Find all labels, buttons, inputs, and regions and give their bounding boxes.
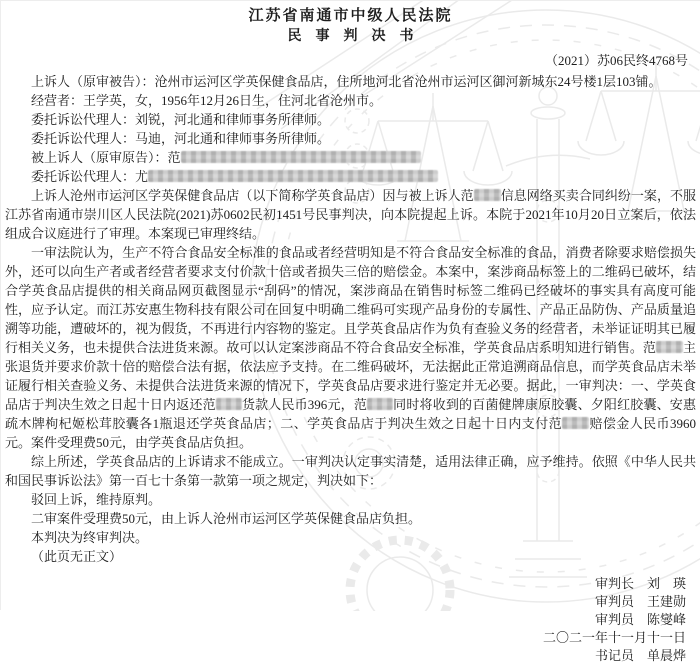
paragraph bbox=[5, 452, 696, 490]
text-run: 综上所述，学英食品店的上诉请求不能成立。一审判决认定事实清楚，适用法律正确，应予维持。依照《中华人民共和国民事诉讼法》第一百七十条第一款第一项之规定，判决如下： bbox=[5, 454, 696, 488]
document-body bbox=[5, 72, 696, 566]
paragraph bbox=[5, 243, 696, 452]
paragraph bbox=[5, 167, 696, 186]
redacted-text bbox=[562, 417, 589, 429]
text-run: 二审案件受理费50元，由上诉人沧州市运河区学英保健食品店负担。 bbox=[31, 511, 422, 526]
text-run: 上诉人沧州市运河区学英保健食品店（以下简称学英食品店）因与被上诉人范 bbox=[31, 188, 474, 203]
paragraph bbox=[5, 509, 696, 528]
paragraph bbox=[5, 129, 696, 148]
redacted-text bbox=[474, 189, 501, 201]
paragraph bbox=[5, 547, 696, 566]
redacted-text bbox=[656, 341, 683, 353]
paragraph bbox=[5, 490, 696, 509]
text-run: 委托诉讼代理人：刘锐，河北通和律师事务所律师。 bbox=[31, 112, 331, 127]
text-run: 经营者：王学英，女，1956年12月26日生，住河北省沧州市。 bbox=[31, 93, 383, 108]
text-run: 一审法院认为，生产不符合食品安全标准的食品或者经营明知是不符合食品安全标准的食品，消费者除要求赔偿损失外，还可以向生产者或者经营者要求支付价款十倍或者损失三倍的赔偿金。本案中，案涉商品标签上的二维码已破坏，结合学英食品店提供的相关商品网页截图显示“刮码”的情况，案涉商品在销售时标签二维码已经破坏的事实具有高度可能性，应予认定。而江苏安惠生物科技有限公司在回复中明确二维码可实现产品身份的专属性、产品正品防伪、产品质量追溯等功能，遭破坏的，视为假货，不再进行内容物的鉴定。且学英食品店作为负有查验义务的经营者，未举证证明其已履行相关义务，也未提供合法进货来源。故可以认定案涉商品不符合食品安全标准，学英食品店系明知进行销售。范 bbox=[5, 245, 696, 355]
text-run: 驳回上诉，维持原判。 bbox=[31, 492, 162, 507]
text-run: 货款人民币396元，范 bbox=[241, 397, 367, 412]
signature-block bbox=[5, 575, 696, 665]
text-run: 委托诉讼代理人：尤 bbox=[31, 169, 149, 184]
redacted-text bbox=[216, 398, 242, 410]
signature-line: 审判员 王建勋 bbox=[594, 594, 686, 609]
text-run: 主张退货并要求价款十倍的赔偿合法有据，依法应予支持。在二维码破坏，无法据此正常追溯商品信息，而学英食品店未举证履行相关查验义务、未提供合法进货来源的情况下，学英食品店要求进行鉴定并无必要。据此，一审判决：一、学英食品店于判决生效之日起十日内返还范 bbox=[5, 340, 696, 412]
redacted-text bbox=[148, 170, 438, 182]
text-run: 上诉人（原审被告）：沧州市运河区学英保健食品店，住所地河北省沧州市运河区御河新城东24号楼1层103铺。 bbox=[31, 74, 662, 89]
document-content bbox=[1, 1, 700, 665]
signature-line: 书记员 单晨烨 bbox=[594, 648, 686, 663]
redacted-text bbox=[367, 398, 393, 410]
signature-line: 审判长 刘 瑛 bbox=[594, 576, 686, 591]
paragraph bbox=[5, 528, 696, 547]
text-run: 信息网络买卖合同纠纷一案，不服江苏省南通市崇川区人民法院(2021)苏0602民初1451号民事判决，向本院提起上诉。本院于2021年10月20日立案后，依法组成合议庭进行了审理。本案现已审理终结。 bbox=[5, 188, 696, 241]
signature-line: 审判员 陈燮峰 bbox=[594, 612, 686, 627]
text-run: （此页无正文） bbox=[31, 549, 123, 564]
document-type-title: 民 事 判 决 书 bbox=[287, 29, 414, 44]
text-run: 赔偿金人民币3960元。案件受理费50元，由学英食品店负担。 bbox=[5, 416, 696, 450]
paragraph bbox=[5, 91, 696, 110]
redacted-text bbox=[181, 151, 421, 163]
paragraph bbox=[5, 186, 696, 243]
text-run: 委托诉讼代理人：马迪，河北通和律师事务所律师。 bbox=[31, 131, 331, 146]
signature-line: 二〇二一年十一月十一日 bbox=[542, 630, 686, 645]
text-run: 同时将收到的百菌健牌康原胶囊、夕阳红胶囊、安惠疏木牌枸杞姬松茸胶囊各1瓶退还学英食品店；二、学英食品店于判决生效之日起十日内支付范 bbox=[5, 397, 696, 431]
paragraph bbox=[5, 148, 696, 167]
court-name: 江苏省南通市中级人民法院 bbox=[248, 8, 453, 24]
case-number: （2021）苏06民终4768号 bbox=[544, 53, 688, 68]
paragraph bbox=[5, 110, 696, 129]
text-run: 被上诉人（原审原告）：范 bbox=[31, 150, 181, 165]
text-run: 本判决为终审判决。 bbox=[31, 530, 149, 545]
paragraph bbox=[5, 72, 696, 91]
